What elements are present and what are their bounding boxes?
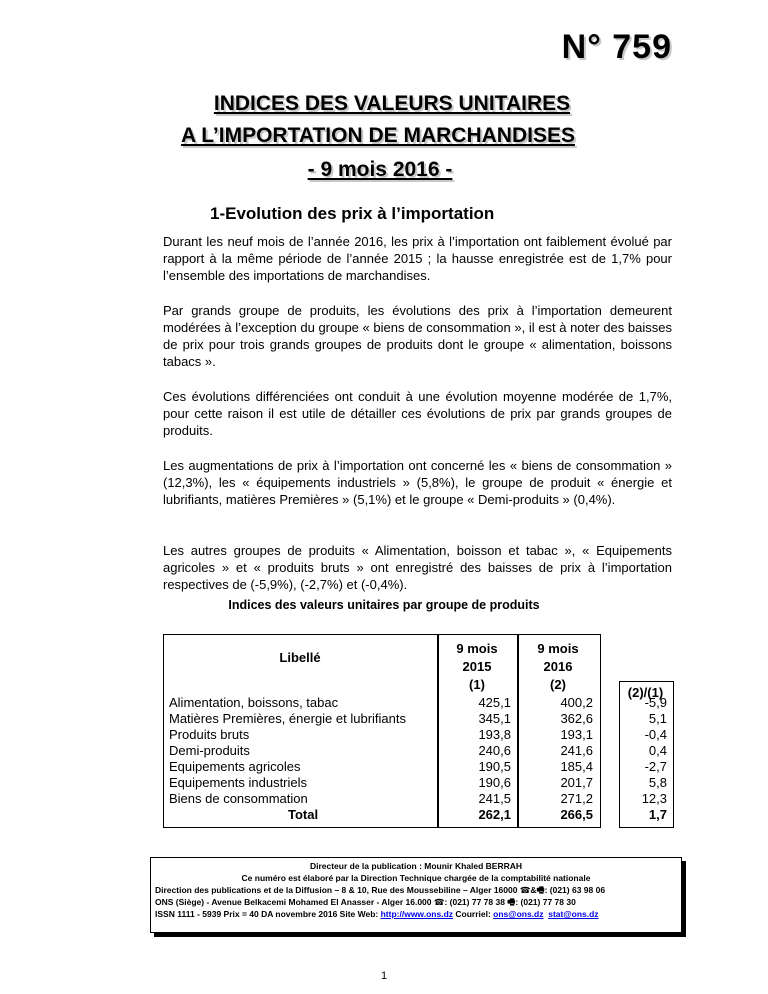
paragraph-5: Les autres groupes de produits « Alimentation, boisson et tabac », « Equipements agricoles » et « produits bruts » ont enregistré des baisses de prix à l’importation respectives de (-5,9%), (-2,7%) et (-0,4%). (163, 543, 672, 592)
row-value-2015: 193,8 (478, 727, 511, 742)
main-title-line-2: A L’IMPORTATION DE MARCHANDISES (181, 124, 575, 147)
row-value-2016: 241,6 (560, 743, 593, 758)
issue-number: N° 759 (561, 28, 672, 66)
row-ratio: -0,4 (644, 727, 667, 742)
header-label: Libellé (279, 650, 321, 665)
row-label: Matières Premières, énergie et lubrifiants (169, 711, 406, 726)
price-index-table (163, 634, 673, 828)
row-value-2015: 241,5 (478, 791, 511, 806)
header-2016-line3: (2) (550, 677, 566, 692)
header-2015-line1: 9 mois (456, 641, 498, 656)
row-value-2015: 240,6 (478, 743, 511, 758)
row-ratio: 5,1 (648, 711, 667, 726)
header-2016-line2: 2016 (543, 659, 573, 674)
row-ratio: 12,3 (641, 791, 667, 806)
row-label: Equipements agricoles (169, 759, 301, 774)
footer-issn-price: ISSN 1111 - 5939 Prix = 40 DA novembre 2016 Site Web: (155, 909, 381, 919)
paragraph-2: Par grands groupe de produits, les évolutions des prix à l’importation demeurent modérées à l’exception du groupe « biens de consommation », il est à noter des baisses de prix pour trois grands groupes de produits dont le groupe « alimentation, boissons tabacs ». (163, 303, 672, 369)
footer-courriel-label: Courriel: (453, 909, 494, 919)
email-link-stat[interactable]: stat@ons.dz (548, 909, 599, 919)
row-value-2015: 425,1 (478, 695, 511, 710)
row-label: Alimentation, boissons, tabac (169, 695, 339, 710)
header-ratio: (2)/(1) (627, 685, 664, 700)
row-label: Produits bruts (169, 727, 250, 742)
header-2016-line1: 9 mois (537, 641, 579, 656)
total-label: Total (288, 807, 319, 822)
row-label: Demi-produits (169, 743, 250, 758)
row-ratio: 0,4 (648, 743, 667, 758)
footer-elaboration: Ce numéro est élaboré par la Direction Technique chargée de la comptabilité nationale (241, 873, 591, 883)
row-value-2016: 193,1 (560, 727, 593, 742)
total-ratio: 1,7 (648, 807, 667, 822)
footer-box (150, 857, 682, 933)
table-caption: Indices des valeurs unitaires par groupe de produits (228, 598, 540, 612)
header-2015-line3: (1) (469, 677, 485, 692)
row-value-2016: 185,4 (560, 759, 593, 774)
row-value-2015: 190,6 (478, 775, 511, 790)
email-link-ons[interactable]: ons@ons.dz (493, 909, 544, 919)
row-value-2016: 271,2 (560, 791, 593, 806)
header-2015-line2: 2015 (462, 659, 492, 674)
footer-director: Directeur de la publication : Mounir Khaled BERRAH (309, 861, 523, 871)
footer-issn-line (151, 908, 681, 920)
row-value-2015: 345,1 (478, 711, 511, 726)
main-title-line-1: INDICES DES VALEURS UNITAIRES (213, 92, 571, 115)
row-label: Biens de consommation (169, 791, 308, 806)
row-ratio: -5,9 (644, 695, 667, 710)
total-value-2016: 266,5 (560, 807, 593, 822)
paragraph-4: Les augmentations de prix à l’importation ont concerné les « biens de consommation » (12,3%), les « équipements industriels » (5,8%), le groupe de produit « énergie et lubrifiants, matières Premières » (5,1%) et le groupe « Demi-produits » (0,4%). (163, 458, 672, 507)
footer-ons-address: ONS (Siège) - Avenue Belkacemi Mohamed El Anasser - Alger 16.000 ☎: (021) 77 78 38 🖷: (021) 77 78 30 (155, 897, 576, 907)
footer-direction-address: Direction des publications et de la Diffusion – 8 & 10, Rue des Moussebiline – Alger 16000 ☎&🖷: (021) 63 98 06 (155, 885, 606, 895)
row-value-2016: 400,2 (560, 695, 593, 710)
page-number: 1 (380, 970, 388, 982)
total-value-2015: 262,1 (478, 807, 511, 822)
row-value-2016: 362,6 (560, 711, 593, 726)
section-heading: 1-Evolution des prix à l’importation (210, 204, 495, 223)
row-label: Equipements industriels (169, 775, 308, 790)
paragraph-1: Durant les neuf mois de l’année 2016, les prix à l’importation ont faiblement évolué par rapport à la même période de l’année 2015 ; la hausse enregistrée est de 1,7% pour l’ensemble des importations de marchandises. (163, 234, 672, 283)
row-value-2015: 190,5 (478, 759, 511, 774)
main-title-line-3: - 9 mois 2016 - (307, 158, 453, 181)
website-link[interactable]: http://www.ons.dz (380, 909, 454, 919)
row-value-2016: 201,7 (560, 775, 593, 790)
row-ratio: -2,7 (644, 759, 667, 774)
row-ratio: 5,8 (648, 775, 667, 790)
paragraph-3: Ces évolutions différenciées ont conduit à une évolution moyenne modérée de 1,7%, pour cette raison il est utile de détailler ces évolutions de prix par grands groupes de produits. (163, 389, 672, 438)
